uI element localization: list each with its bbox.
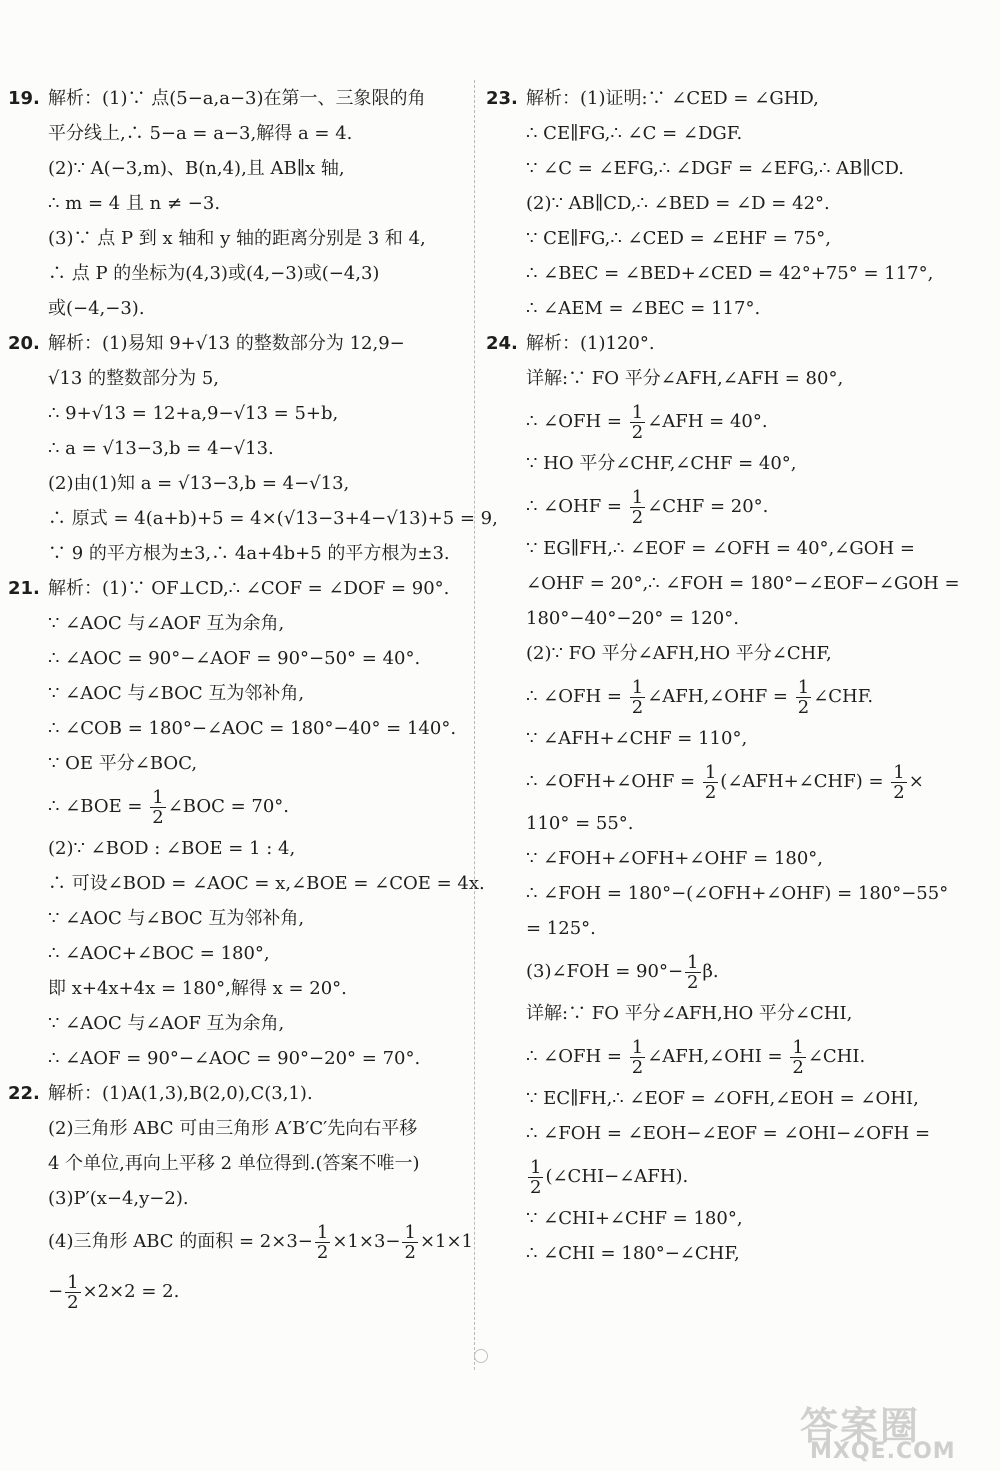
line-text: ∴ ∠COB = 180°−∠AOC = 180°−40° = 140°. (48, 718, 457, 739)
solution-line (8, 222, 464, 257)
line-text: ∵ ∠FOH+∠OFH+∠OHF = 180°, (526, 848, 824, 869)
line-text: ∵ EC∥FH,∴ ∠EOF = ∠OFH,∠EOH = ∠OHI, (526, 1088, 919, 1109)
numerator: 1 (67, 1271, 79, 1293)
solution-line (486, 82, 946, 117)
watermark-logo (800, 1395, 990, 1465)
solution-line (8, 432, 464, 467)
solution-line (486, 722, 946, 757)
line-text: ∵ EG∥FH,∴ ∠EOF = ∠OFH = 40°,∠GOH = (526, 538, 915, 559)
solution-line (8, 292, 464, 327)
solution-line (8, 467, 464, 502)
solution-line (486, 397, 946, 447)
line-text: (3)∠FOH = 90°− (526, 961, 684, 982)
line-text: 详解:∵ FO 平分∠AFH,∠AFH = 80°, (526, 368, 844, 389)
line-text: (2)∵ ∠BOD : ∠BOE = 1 : 4, (48, 838, 296, 859)
fraction (402, 1223, 417, 1262)
solution-line (8, 327, 464, 362)
line-text: ∴ ∠FOH = ∠EOH−∠EOF = ∠OHI−∠OFH = (526, 1123, 931, 1144)
line-text: ∵ ∠C = ∠EFG,∴ ∠DGF = ∠EFG,∴ AB∥CD. (526, 158, 904, 179)
line-text: ∠AFH,∠OHF = (647, 686, 794, 707)
line-text: ∴ ∠AEM = ∠BEC = 117°. (526, 298, 761, 319)
question-number: 19. (8, 88, 40, 109)
solution-line (8, 832, 464, 867)
line-text: − (48, 1281, 64, 1302)
numerator: 1 (792, 1036, 804, 1058)
line-text: 详解:∵ FO 平分∠AFH,HO 平分∠CHI, (526, 1003, 853, 1024)
line-text: ∴ 可设∠BOD = ∠AOC = x,∠BOE = ∠COE = 4x. (48, 873, 485, 894)
line-text: ∴ 原式 = 4(a+b)+5 = 4×(√13−3+4−√13)+5 = 9, (48, 508, 498, 529)
line-text: 解析：(1)120°. (526, 333, 655, 354)
line-text: ∴ ∠AOC = 90°−∠AOF = 90°−50° = 40°. (48, 648, 421, 669)
solution-line (8, 642, 464, 677)
solution-line (486, 947, 946, 997)
solution-line (486, 187, 946, 222)
numerator: 1 (893, 761, 905, 783)
solution-line (8, 1267, 464, 1317)
solution-line (486, 807, 946, 842)
line-text: β. (702, 961, 719, 982)
watermark-url: MXQE.COM (810, 1439, 956, 1464)
line-text: (2)三角形 ABC 可由三角形 A′B′C′先向右平移 (48, 1118, 418, 1139)
solution-line (8, 187, 464, 222)
solution-line (486, 1237, 946, 1272)
solution-line (486, 1032, 946, 1082)
solution-line (486, 757, 946, 807)
question-number: 23. (486, 88, 518, 109)
denominator: 2 (631, 506, 644, 528)
line-text: ∴ ∠OFH = (526, 686, 628, 707)
line-text: ∠OHF = 20°,∴ ∠FOH = 180°−∠EOF−∠GOH = (526, 573, 960, 594)
solution-line (8, 782, 464, 832)
solution-line (486, 1117, 946, 1152)
fraction (891, 763, 906, 802)
numerator: 1 (631, 676, 644, 698)
line-text: ∠BOC = 70°. (167, 796, 290, 817)
numerator: 1 (152, 786, 164, 808)
solution-line (8, 1042, 464, 1077)
line-text: 解析：(1)A(1,3),B(2,0),C(3,1). (48, 1083, 313, 1104)
solution-line (8, 117, 464, 152)
fraction (790, 1038, 805, 1077)
numerator: 1 (631, 401, 644, 423)
line-text: (3)∵ 点 P 到 x 轴和 y 轴的距离分别是 3 和 4, (48, 228, 426, 249)
solution-line (8, 937, 464, 972)
solution-line (486, 997, 946, 1032)
solution-line (486, 912, 946, 947)
solution-line (486, 117, 946, 152)
solution-line (8, 902, 464, 937)
fraction (528, 1158, 543, 1197)
left-column (8, 82, 498, 1317)
line-text: ×1×1 (419, 1231, 474, 1252)
fraction (630, 678, 645, 717)
column-divider (474, 80, 475, 1370)
line-text: ∴ CE∥FG,∴ ∠C = ∠DGF. (526, 123, 743, 144)
solution-line (8, 747, 464, 782)
denominator: 2 (631, 696, 644, 718)
line-text: 4 个单位,再向上平移 2 单位得到.(答案不唯一) (48, 1153, 420, 1174)
line-text: ∵ ∠AOC 与∠AOF 互为余角, (48, 1013, 285, 1034)
solution-line (8, 257, 464, 292)
fraction (685, 953, 700, 992)
solution-line (486, 257, 946, 292)
line-text: (2)∵ AB∥CD,∴ ∠BED = ∠D = 42°. (526, 193, 830, 214)
solution-line (8, 1112, 464, 1147)
line-text: (2)∵ A(−3,m)、B(n,4),且 AB∥x 轴, (48, 158, 345, 179)
fraction (65, 1273, 80, 1312)
fraction (150, 788, 165, 827)
fraction (630, 488, 645, 527)
solution-line (486, 327, 946, 362)
line-text: 即 x+4x+4x = 180°,解得 x = 20°. (48, 978, 347, 999)
line-text: ∠AFH,∠OHI = (647, 1046, 789, 1067)
line-text: × (908, 771, 924, 792)
numerator: 1 (631, 1036, 644, 1058)
fraction (630, 1038, 645, 1077)
solution-line (486, 292, 946, 327)
line-text: 解析：(1)证明:∵ ∠CED = ∠GHD, (526, 88, 819, 109)
line-text: ∴ 9+√13 = 12+a,9−√13 = 5+b, (48, 403, 339, 424)
line-text: 或(−4,−3). (48, 298, 145, 319)
solution-line (486, 842, 946, 877)
line-text: ∴ 点 P 的坐标为(4,3)或(4,−3)或(−4,3) (48, 263, 380, 284)
line-text: ×2×2 = 2. (82, 1281, 180, 1302)
line-text: (3)P′(x−4,y−2). (48, 1188, 189, 1209)
solution-line (486, 1152, 946, 1202)
numerator: 1 (687, 951, 699, 973)
solution-line (486, 877, 949, 912)
denominator: 2 (631, 1056, 644, 1078)
numerator: 1 (704, 761, 717, 783)
line-text: ∵ ∠AOC 与∠BOC 互为邻补角, (48, 908, 305, 929)
right-column (486, 82, 960, 1272)
line-text: ∴ ∠OFH = (526, 411, 628, 432)
solution-line (486, 637, 946, 672)
solution-line (8, 712, 464, 747)
solution-line (486, 362, 946, 397)
solution-line (486, 602, 946, 637)
line-text: ∴ a = √13−3,b = 4−√13. (48, 438, 274, 459)
line-text: 180°−40°−20° = 120°. (526, 608, 739, 629)
question-number: 24. (486, 333, 518, 354)
solution-line (8, 82, 464, 117)
denominator: 2 (631, 421, 644, 443)
numerator: 1 (530, 1156, 542, 1178)
question-number: 21. (8, 578, 40, 599)
line-text: ∴ ∠OFH+∠OHF = (526, 771, 701, 792)
solution-line (486, 222, 946, 257)
denominator: 2 (792, 1056, 804, 1078)
line-text: ∴ ∠AOC+∠BOC = 180°, (48, 943, 270, 964)
solution-line (8, 607, 464, 642)
line-text: ∴ ∠OFH = (526, 1046, 628, 1067)
line-text: 解析：(1)易知 9+√13 的整数部分为 12,9− (48, 333, 405, 354)
line-text: 解析：(1)∵ 点(5−a,a−3)在第一、三象限的角 (48, 88, 426, 109)
numerator: 1 (316, 1221, 329, 1243)
fraction (703, 763, 718, 802)
line-text: √13 的整数部分为 5, (48, 368, 219, 389)
binding-mark-icon (474, 1349, 488, 1363)
line-text: 平分线上,∴ 5−a = a−3,解得 a = 4. (48, 123, 353, 144)
line-text: ∵ ∠AOC 与∠AOF 互为余角, (48, 613, 285, 634)
line-text: ∵ OE 平分∠BOC, (48, 753, 198, 774)
watermark-title: 答案圈 (800, 1404, 921, 1448)
solution-line (8, 1007, 464, 1042)
line-text: (2)由(1)知 a = √13−3,b = 4−√13, (48, 473, 350, 494)
fraction (315, 1223, 330, 1262)
solution-line (8, 502, 498, 537)
line-text: ∴ ∠OHF = (526, 496, 628, 517)
solution-line (486, 1202, 946, 1237)
question-number: 20. (8, 333, 40, 354)
solution-line (8, 972, 464, 1007)
line-text: ∴ ∠BEC = ∠BED+∠CED = 42°+75° = 117°, (526, 263, 934, 284)
denominator: 2 (704, 781, 717, 803)
solution-line (486, 152, 946, 187)
solution-line (8, 397, 464, 432)
denominator: 2 (404, 1241, 416, 1263)
line-text: 110° = 55°. (526, 813, 634, 834)
line-text: ∵ 9 的平方根为±3,∴ 4a+4b+5 的平方根为±3. (48, 543, 450, 564)
line-text: ×1×3− (332, 1231, 401, 1252)
solution-line (8, 152, 464, 187)
solution-line (8, 1217, 474, 1267)
denominator: 2 (687, 971, 699, 993)
line-text: ∠AFH = 40°. (647, 411, 768, 432)
line-text: ∵ ∠CHI+∠CHF = 180°, (526, 1208, 743, 1229)
line-text: ∵ CE∥FG,∴ ∠CED = ∠EHF = 75°, (526, 228, 832, 249)
line-text: (4)三角形 ABC 的面积 = 2×3− (48, 1231, 313, 1252)
solution-line (486, 1082, 946, 1117)
line-text: ∴ m = 4 且 n ≠ −3. (48, 193, 221, 214)
line-text: ∵ ∠AFH+∠CHF = 110°, (526, 728, 748, 749)
line-text: 解析：(1)∵ OF⊥CD,∴ ∠COF = ∠DOF = 90°. (48, 578, 450, 599)
solution-line (8, 537, 464, 572)
solution-line (486, 567, 960, 602)
denominator: 2 (316, 1241, 329, 1263)
denominator: 2 (893, 781, 905, 803)
line-text: ∵ ∠AOC 与∠BOC 互为邻补角, (48, 683, 305, 704)
fraction (630, 403, 645, 442)
line-text: = 125°. (526, 918, 596, 939)
solution-line (8, 1182, 464, 1217)
solution-line (8, 362, 464, 397)
solution-line (8, 867, 485, 902)
line-text: ∠CHF = 20°. (647, 496, 769, 517)
numerator: 1 (631, 486, 644, 508)
numerator: 1 (797, 676, 810, 698)
line-text: ∵ HO 平分∠CHF,∠CHF = 40°, (526, 453, 797, 474)
line-text: ∴ ∠CHI = 180°−∠CHF, (526, 1243, 740, 1264)
solution-line (486, 447, 946, 482)
solution-line (8, 1147, 464, 1182)
fraction (796, 678, 811, 717)
solution-line (486, 532, 946, 567)
denominator: 2 (67, 1291, 79, 1313)
denominator: 2 (152, 806, 164, 828)
solution-line (8, 572, 464, 607)
denominator: 2 (530, 1176, 542, 1198)
solution-line (8, 1077, 464, 1112)
line-text: (∠AFH+∠CHF) = (720, 771, 890, 792)
question-number: 22. (8, 1083, 40, 1104)
line-text: ∴ ∠BOE = (48, 796, 149, 817)
denominator: 2 (797, 696, 810, 718)
numerator: 1 (404, 1221, 416, 1243)
line-text: ∴ ∠AOF = 90°−∠AOC = 90°−20° = 70°. (48, 1048, 421, 1069)
solution-line (8, 677, 464, 712)
solution-line (486, 672, 946, 722)
line-text: (∠CHI−∠AFH). (545, 1166, 689, 1187)
line-text: ∴ ∠FOH = 180°−(∠OFH+∠OHF) = 180°−55° (526, 883, 949, 904)
solution-line (486, 482, 946, 532)
line-text: ∠CHF. (813, 686, 874, 707)
line-text: ∠CHI. (807, 1046, 866, 1067)
line-text: (2)∵ FO 平分∠AFH,HO 平分∠CHF, (526, 643, 832, 664)
